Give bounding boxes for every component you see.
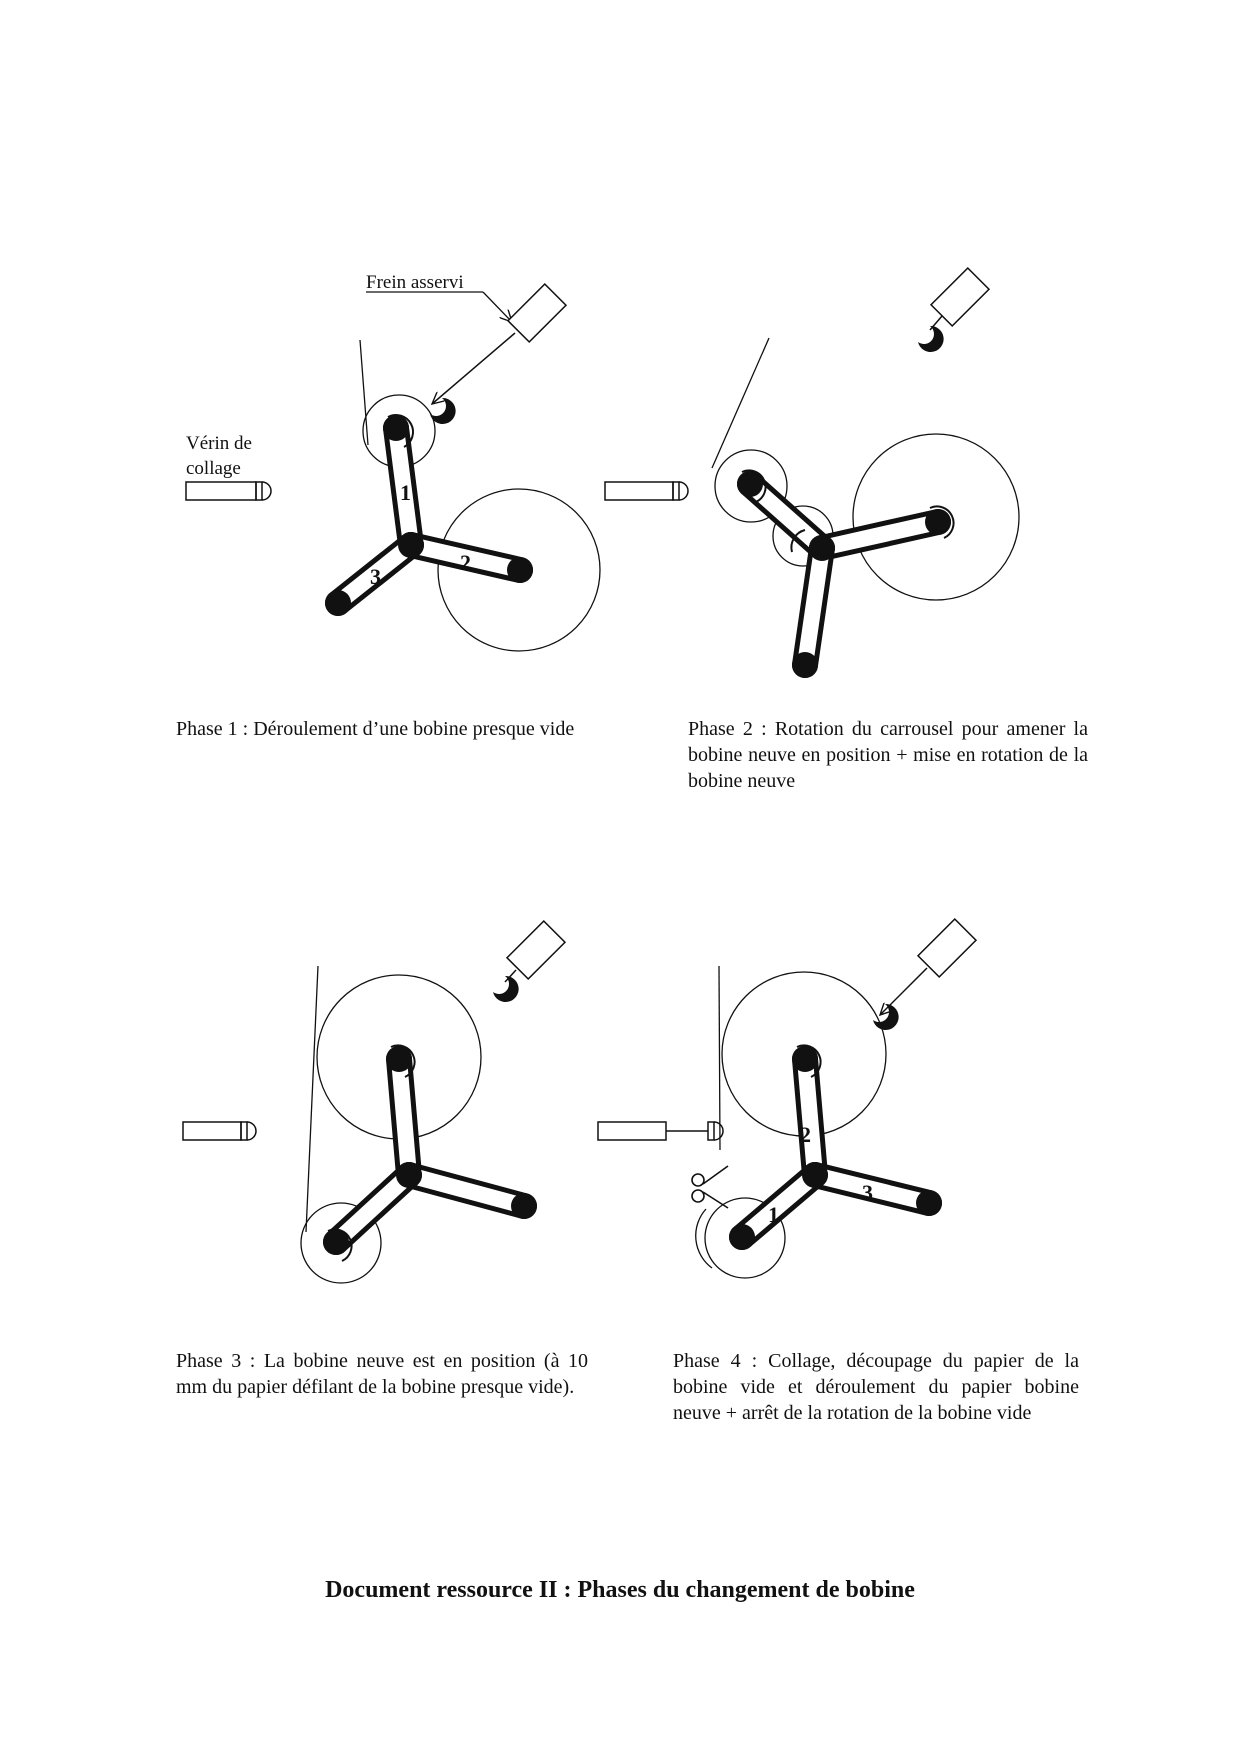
gluing-cylinder	[186, 482, 271, 500]
phase-1-diagram	[186, 272, 600, 651]
phase-4-diagram	[598, 919, 976, 1278]
arm-end-2	[507, 557, 533, 583]
brake-label: Frein asservi	[366, 272, 464, 293]
brake-leader-arrow	[483, 292, 512, 322]
paper-web	[719, 966, 720, 1150]
phase-2-diagram	[605, 268, 1019, 678]
carousel-hub	[802, 1162, 828, 1188]
document-title: Document ressource II : Phases du changement de bobine	[325, 1577, 915, 1603]
brake-shoe-icon	[493, 976, 519, 1002]
arm-label-1: 1	[768, 1202, 779, 1227]
phase-1-caption: Phase 1 : Déroulement d’une bobine presque vide	[176, 718, 575, 740]
carousel-arms	[338, 428, 520, 603]
arm-label-3: 3	[862, 1180, 873, 1205]
phase-3-caption: Phase 3 : La bobine neuve est en position (à 10 mm du papier défilant de la bobine presque vide).	[176, 1350, 588, 1398]
gluing-cylinder	[183, 1122, 256, 1140]
arm-label-2: 2	[800, 1122, 811, 1147]
arm-label-1: 1	[400, 480, 411, 505]
carousel-hub	[396, 1162, 422, 1188]
gluing-cylinder	[598, 1122, 723, 1140]
paper-tail	[696, 1209, 712, 1268]
phase-2-caption: Phase 2 : Rotation du carrousel pour amener la bobine neuve en position + mise en rotation de la bobine neuve	[688, 718, 1088, 792]
scissors-icon	[692, 1166, 728, 1208]
arm-end-3	[792, 652, 818, 678]
carousel-arms	[336, 1059, 524, 1242]
arm-label-3: 3	[370, 564, 381, 589]
phase-3-diagram	[183, 921, 565, 1283]
paper-web	[712, 338, 769, 468]
cylinder-label-line1: Vérin de	[186, 433, 252, 454]
carousel-hub	[398, 532, 424, 558]
brake-actuator	[931, 268, 989, 326]
arm-end-3	[325, 590, 351, 616]
arm-end-2	[916, 1190, 942, 1216]
arm-label-2: 2	[460, 550, 471, 575]
phase-4-caption: Phase 4 : Collage, découpage du papier de la bobine vide et déroulement du papier bobine neuve + arrêt de la rotation de la bobine vide	[673, 1350, 1079, 1424]
cylinder-label-line2: collage	[186, 458, 241, 479]
carousel-arms	[750, 484, 938, 665]
arm-end-1	[383, 415, 409, 441]
brake-rod	[432, 333, 515, 404]
brake-actuator	[508, 284, 566, 342]
gluing-cylinder	[605, 482, 688, 500]
brake-rod	[880, 968, 927, 1015]
arm-end-2	[925, 509, 951, 535]
arm-end-2	[511, 1193, 537, 1219]
paper-web	[360, 340, 368, 445]
carousel-hub	[809, 535, 835, 561]
paper-web	[306, 966, 318, 1232]
arm-end-3	[729, 1224, 755, 1250]
